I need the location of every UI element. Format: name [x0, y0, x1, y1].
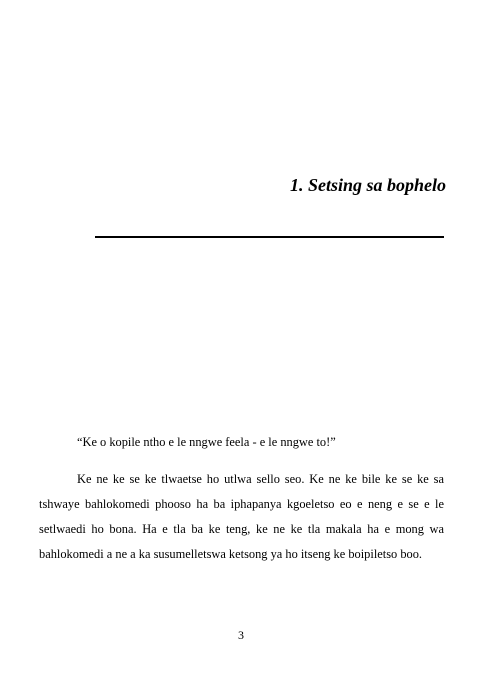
- chapter-title: 1. Setsing sa bophelo: [289, 175, 446, 195]
- page-number: 3: [238, 628, 244, 642]
- title-underline-rule: [95, 236, 444, 238]
- body-paragraph: Ke ne ke se ke tlwaetse ho utlwa sello seo. Ke ne ke bile ke se ke sa tshwaye bahlokomedi phooso ha ba iphapanya kgoeletso eo e neng e se e le setlwaedi ho bona. Ha e tla ba ke teng, ke ne ke tla makala ha e mong wa bahlokomedi a ne a ka susumelletswa ketsong ya ho itseng ke boipiletso boo.: [39, 472, 444, 561]
- opening-quote: “Ke o kopile ntho e le nngwe feela - e le nngwe to!”: [77, 435, 336, 449]
